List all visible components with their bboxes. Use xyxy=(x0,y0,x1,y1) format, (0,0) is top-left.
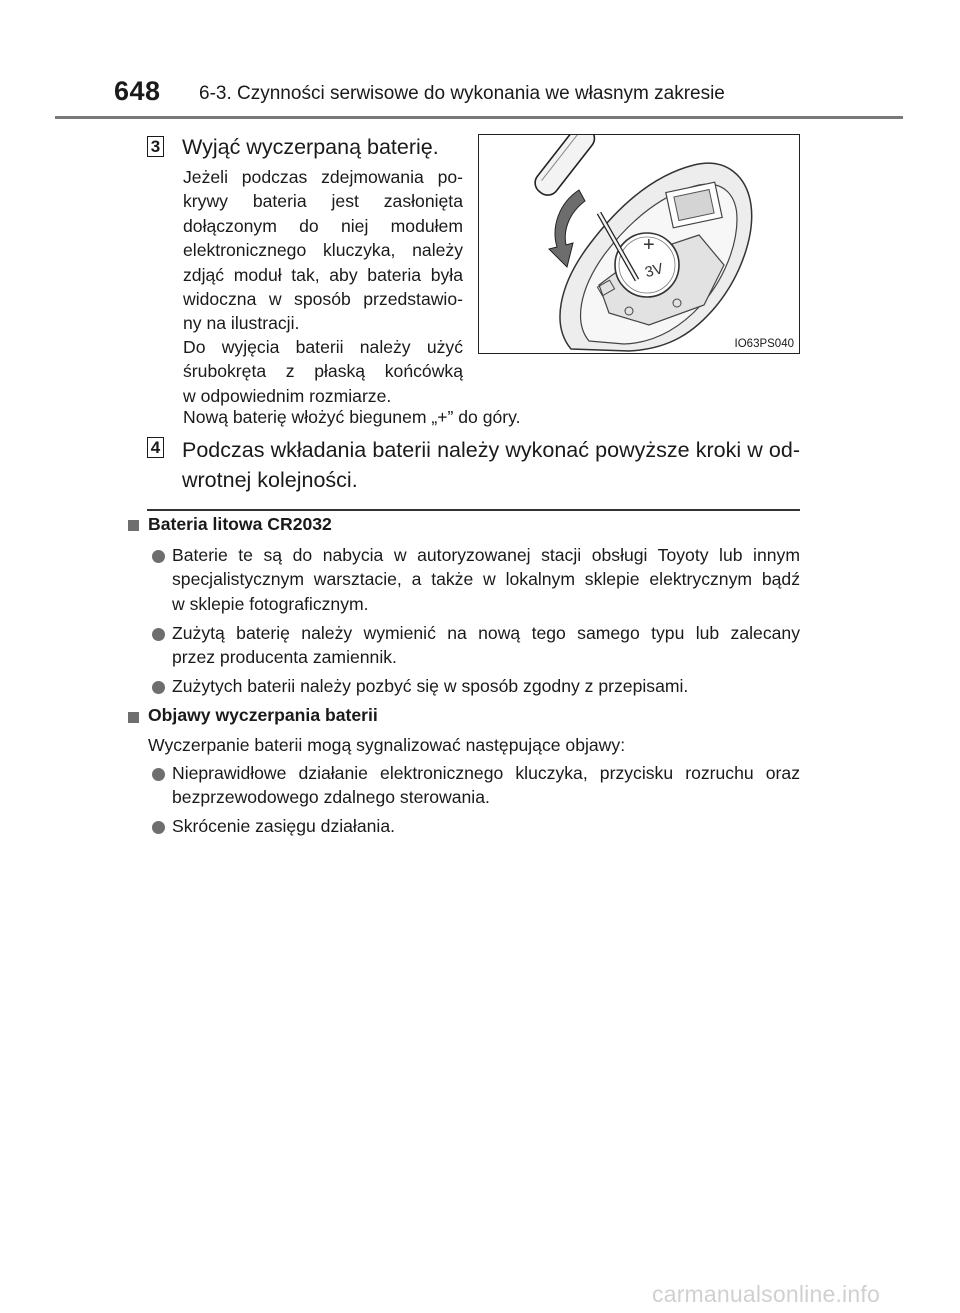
circle-bullet-icon xyxy=(152,550,165,563)
text-line: wrotnej kolejności. xyxy=(182,468,358,492)
square-bullet-icon xyxy=(128,712,139,723)
text-line: bezprzewodowego zdalnego sterowania. xyxy=(172,787,490,808)
header-divider xyxy=(55,116,903,119)
battery-symptoms-heading: Objawy wyczerpania baterii xyxy=(148,705,378,725)
text-line: Do wyjęcia baterii należy użyć xyxy=(183,337,463,357)
text-line: specjalistycznym warsztacie, a także w lokalnym sklepie elektrycznym bądź xyxy=(172,569,800,590)
step-3-paragraph-2 xyxy=(183,335,463,408)
text-line: śrubokręta z płaską końcówką xyxy=(183,361,463,382)
section-divider xyxy=(147,509,800,511)
circle-bullet-icon xyxy=(152,821,165,834)
text-line: zdjąć moduł tak, aby bateria była xyxy=(183,264,463,285)
list-item xyxy=(172,543,800,616)
list-item: Skrócenie zasięgu działania. xyxy=(172,816,395,836)
text-line: elektronicznego kluczyka, należy xyxy=(183,240,463,261)
text-line: Zużytą baterię należy wymienić na nową tego samego typu lub zalecany xyxy=(172,623,800,643)
text-line: Baterie te są do nabycia w autoryzowanej stacji obsługi Toyoty lub innym xyxy=(172,545,800,565)
battery-voltage-label: 3V xyxy=(643,260,666,282)
text-line: widoczna w sposób przedstawio- xyxy=(183,289,463,310)
text-line: dołączonym do niej modułem xyxy=(183,215,463,236)
text-line: Jeżeli podczas zdejmowania po- xyxy=(183,167,463,187)
key-fob-drawing xyxy=(479,135,799,353)
text-line: w odpowiednim rozmiarze. xyxy=(183,385,392,406)
list-item: Zużytych baterii należy pozbyć się w sposób zgodny z przepisami. xyxy=(172,676,689,696)
symptoms-intro: Wyczerpanie baterii mogą sygnalizować następujące objawy: xyxy=(148,735,626,755)
step-4-text xyxy=(182,435,800,495)
step-3-badge: 3 xyxy=(147,136,164,157)
text-line: w sklepie fotograficznym. xyxy=(172,593,369,614)
text-line: krywy bateria jest zasłonięta xyxy=(183,191,463,212)
lithium-battery-heading: Bateria litowa CR2032 xyxy=(148,514,332,534)
battery-plus-label: + xyxy=(643,234,655,256)
circle-bullet-icon xyxy=(152,628,165,641)
list-item xyxy=(172,621,800,670)
step-3-paragraph-1 xyxy=(183,165,463,336)
text-line: Podczas wkładania baterii należy wykonać powyższe kroki w od- xyxy=(182,438,800,462)
list-item xyxy=(172,761,800,810)
square-bullet-icon xyxy=(128,520,139,531)
page-number: 648 xyxy=(114,76,161,106)
battery-illustration xyxy=(478,134,800,354)
section-title: 6-3. Czynności serwisowe do wykonania we własnym zakresie xyxy=(199,83,725,104)
step-3-paragraph-3: Nową baterię włożyć biegunem „+” do góry. xyxy=(183,407,521,427)
text-line: ny na ilustracji. xyxy=(183,313,300,334)
text-line: Nieprawidłowe działanie elektronicznego kluczyka, przycisku rozruchu oraz xyxy=(172,763,800,783)
step-4-badge: 4 xyxy=(147,437,164,458)
figure-code: IO63PS040 xyxy=(734,338,794,350)
circle-bullet-icon xyxy=(152,768,165,781)
text-line: przez producenta zamiennik. xyxy=(172,647,397,668)
step-3-title: Wyjąć wyczerpaną baterię. xyxy=(182,135,439,159)
watermark: carmanualsonline.info xyxy=(652,1281,880,1307)
circle-bullet-icon xyxy=(152,681,165,694)
